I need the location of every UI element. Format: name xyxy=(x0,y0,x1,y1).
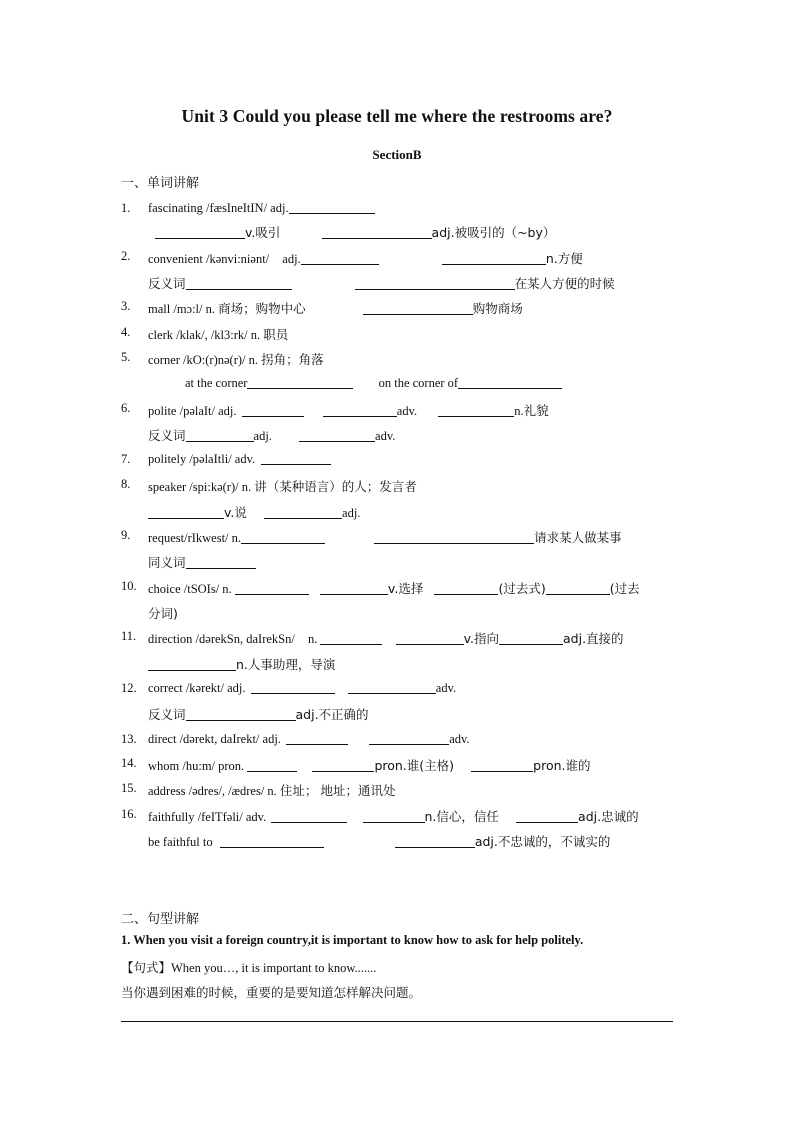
page-title: Unit 3 Could you please tell me where the restrooms are? xyxy=(181,106,613,126)
vocab-item-8 xyxy=(148,477,417,495)
answer-blank[interactable] xyxy=(186,277,292,290)
item-text: on the corner of xyxy=(378,376,459,390)
answer-blank[interactable] xyxy=(355,277,515,290)
item-text: 反义词 xyxy=(148,276,186,291)
item-text: faithfully /feITfəli/ adv. xyxy=(148,810,267,824)
vocab-item-6-line2 xyxy=(148,426,395,444)
vocab-item-13 xyxy=(148,732,470,747)
vocab-item-4 xyxy=(148,325,288,343)
item-text: convenient /kənvi:niənt/ xyxy=(148,252,270,266)
answer-blank[interactable] xyxy=(264,506,342,519)
answer-blank[interactable] xyxy=(471,759,533,772)
item-number: 11. xyxy=(121,629,137,643)
answer-blank[interactable] xyxy=(186,556,256,569)
item-number: 10. xyxy=(121,579,137,593)
item-number: 4. xyxy=(121,325,131,339)
item-text: n.方便 xyxy=(545,251,583,266)
item-text: direction /dərekSn, daIrekSn/ xyxy=(148,632,295,646)
answer-blank[interactable] xyxy=(241,531,325,544)
answer-blank[interactable] xyxy=(395,835,475,848)
item-text: mall /mɔ:l/ n. 商场；购物中心 xyxy=(148,302,306,316)
vocab-item-11-line2 xyxy=(148,655,335,673)
answer-blank[interactable] xyxy=(458,376,562,389)
item-text: corner /kO:(r)nə(r)/ n. 拐角；角落 xyxy=(148,353,324,367)
item-text: adj. xyxy=(342,506,361,520)
answer-blank[interactable] xyxy=(289,201,375,214)
item-text: clerk /klak/, /kl3:rk/ n. 职员 xyxy=(148,328,289,342)
answer-blank[interactable] xyxy=(442,252,546,265)
item-text: adv. xyxy=(435,681,457,695)
item-text: n.人事助理，导演 xyxy=(236,657,336,672)
item-text: address /ədres/, /ædres/ n. 住址； 地址；通讯处 xyxy=(148,784,396,798)
item-text: direct /dərekt, daIrekt/ adj. xyxy=(148,732,281,746)
item-number: 14. xyxy=(121,756,137,770)
item-number: 3. xyxy=(121,299,131,313)
vocab-item-10-line2 xyxy=(148,604,178,622)
answer-blank[interactable] xyxy=(271,810,347,823)
page-subtitle: SectionB xyxy=(372,147,422,162)
item-text: v.说 xyxy=(224,505,247,520)
answer-blank[interactable] xyxy=(186,708,296,721)
answer-blank[interactable] xyxy=(155,226,245,239)
answer-blank[interactable] xyxy=(242,404,304,417)
sentence-pattern-1: 【句式】When you…, it is important to know....... xyxy=(121,961,377,975)
answer-blank[interactable] xyxy=(363,810,425,823)
item-text: polite /pəlaIt/ adj. xyxy=(148,404,237,418)
answer-blank[interactable] xyxy=(363,302,473,315)
item-text: 同义词 xyxy=(148,555,186,570)
item-text: n. xyxy=(307,632,318,646)
item-number: 7. xyxy=(121,452,131,466)
item-text: whom /hu:m/ pron. xyxy=(148,759,245,773)
item-text: adj.被吸引的（~by） xyxy=(431,225,556,240)
vocab-item-9 xyxy=(148,528,622,546)
item-number: 13. xyxy=(121,732,137,746)
item-text: n.信心，信任 xyxy=(424,809,499,824)
item-text: adj.忠诚的 xyxy=(578,809,639,824)
answer-blank[interactable] xyxy=(286,732,348,745)
vocab-item-5-line2 xyxy=(185,376,562,391)
answer-blank[interactable] xyxy=(247,376,353,389)
vocab-item-1 xyxy=(148,201,375,216)
item-number: 12. xyxy=(121,681,137,695)
vocab-item-9-line2 xyxy=(148,553,256,571)
answer-blank[interactable] xyxy=(299,429,375,442)
answer-line[interactable] xyxy=(121,1021,673,1022)
sentence-1: 1. When you visit a foreign country,it is important to know how to ask for help politely. xyxy=(121,933,584,947)
vocab-item-16 xyxy=(148,807,639,825)
answer-blank[interactable] xyxy=(546,582,610,595)
item-text: (过去 xyxy=(609,581,640,596)
answer-blank[interactable] xyxy=(516,810,578,823)
item-text: adj.直接的 xyxy=(563,631,624,646)
answer-blank[interactable] xyxy=(186,429,254,442)
item-number: 15. xyxy=(121,781,137,795)
item-number: 1. xyxy=(121,201,131,215)
item-number: 16. xyxy=(121,807,137,821)
answer-blank[interactable] xyxy=(261,452,331,465)
vocab-item-14 xyxy=(148,756,591,774)
vocab-item-12-line2 xyxy=(148,705,369,723)
item-text: v.指向 xyxy=(463,631,499,646)
item-text: adj.不忠诚的，不诚实的 xyxy=(474,834,611,849)
item-text: pron.谁的 xyxy=(533,758,591,773)
vocab-item-10 xyxy=(148,579,640,597)
answer-blank[interactable] xyxy=(434,582,498,595)
answer-blank[interactable] xyxy=(148,506,224,519)
item-text: adv. xyxy=(449,732,470,746)
item-text: be faithful to xyxy=(148,835,213,849)
vocab-item-1-line2 xyxy=(155,223,555,241)
answer-blank[interactable] xyxy=(235,582,309,595)
answer-blank[interactable] xyxy=(320,632,382,645)
item-text: correct /kərekt/ adj. xyxy=(148,681,246,695)
item-number: 2. xyxy=(121,249,131,263)
answer-blank[interactable] xyxy=(301,252,379,265)
answer-blank[interactable] xyxy=(247,759,297,772)
answer-blank[interactable] xyxy=(438,404,514,417)
item-text: 反义词 xyxy=(148,707,186,722)
vocab-item-12 xyxy=(148,681,456,696)
vocab-item-16-line2 xyxy=(148,832,610,850)
item-text: n.礼貌 xyxy=(514,404,549,418)
answer-blank[interactable] xyxy=(251,681,335,694)
item-text: 购物商场 xyxy=(472,301,523,316)
answer-blank[interactable] xyxy=(374,531,534,544)
answer-blank[interactable] xyxy=(322,226,432,239)
answer-blank[interactable] xyxy=(320,582,388,595)
item-text: v.选择 xyxy=(387,581,424,596)
item-text: choice /tSOIs/ n. xyxy=(148,582,232,596)
item-text: speaker /spi:kə(r)/ n. 讲（某种语言）的人；发言者 xyxy=(148,480,417,494)
item-text: request/rIkwest/ n. xyxy=(148,531,242,545)
item-text: adj. xyxy=(253,429,272,443)
answer-blank[interactable] xyxy=(396,632,464,645)
item-text: adv. xyxy=(396,404,418,418)
vocab-item-15 xyxy=(148,781,396,799)
item-number: 9. xyxy=(121,528,131,542)
item-text: adv. xyxy=(375,429,396,443)
item-text: fascinating /fæsIneItIN/ adj. xyxy=(148,201,289,215)
vocab-item-2 xyxy=(148,249,583,267)
vocab-item-6 xyxy=(148,401,549,419)
translation-prompt-1: 当你遇到困难的时候，重要的是要知道怎样解决问题。 xyxy=(121,985,422,1000)
item-number: 6. xyxy=(121,401,131,415)
item-text: v.吸引 xyxy=(245,225,281,240)
vocab-item-2-line2 xyxy=(148,274,615,292)
section-heading-vocabulary: 一、单词讲解 xyxy=(121,176,200,191)
item-text: 反义词 xyxy=(148,428,186,443)
vocab-item-5 xyxy=(148,350,324,368)
section-heading-sentences: 二、句型讲解 xyxy=(121,912,200,927)
item-text: at the corner xyxy=(185,376,248,390)
vocab-item-3 xyxy=(148,299,523,317)
answer-blank[interactable] xyxy=(323,404,397,417)
vocab-item-7 xyxy=(148,452,331,467)
answer-blank[interactable] xyxy=(312,759,374,772)
vocab-item-8-line2 xyxy=(148,503,360,521)
item-text: (过去式) xyxy=(498,581,546,596)
item-text: pron.谁(主格) xyxy=(374,758,455,773)
item-text: adj.不正确的 xyxy=(295,707,369,722)
item-text: politely /pəlaItli/ adv. xyxy=(148,452,256,466)
answer-blank[interactable] xyxy=(348,681,436,694)
answer-blank[interactable] xyxy=(220,835,324,848)
item-text: 请求某人做某事 xyxy=(534,530,622,545)
vocab-item-11 xyxy=(148,629,624,647)
answer-blank[interactable] xyxy=(369,732,449,745)
item-text: adj. xyxy=(282,252,301,266)
item-text: 分词) xyxy=(148,606,178,621)
item-number: 5. xyxy=(121,350,131,364)
item-text: 在某人方便的时候 xyxy=(514,276,615,291)
item-number: 8. xyxy=(121,477,131,491)
answer-blank[interactable] xyxy=(499,632,563,645)
answer-blank[interactable] xyxy=(148,658,236,671)
